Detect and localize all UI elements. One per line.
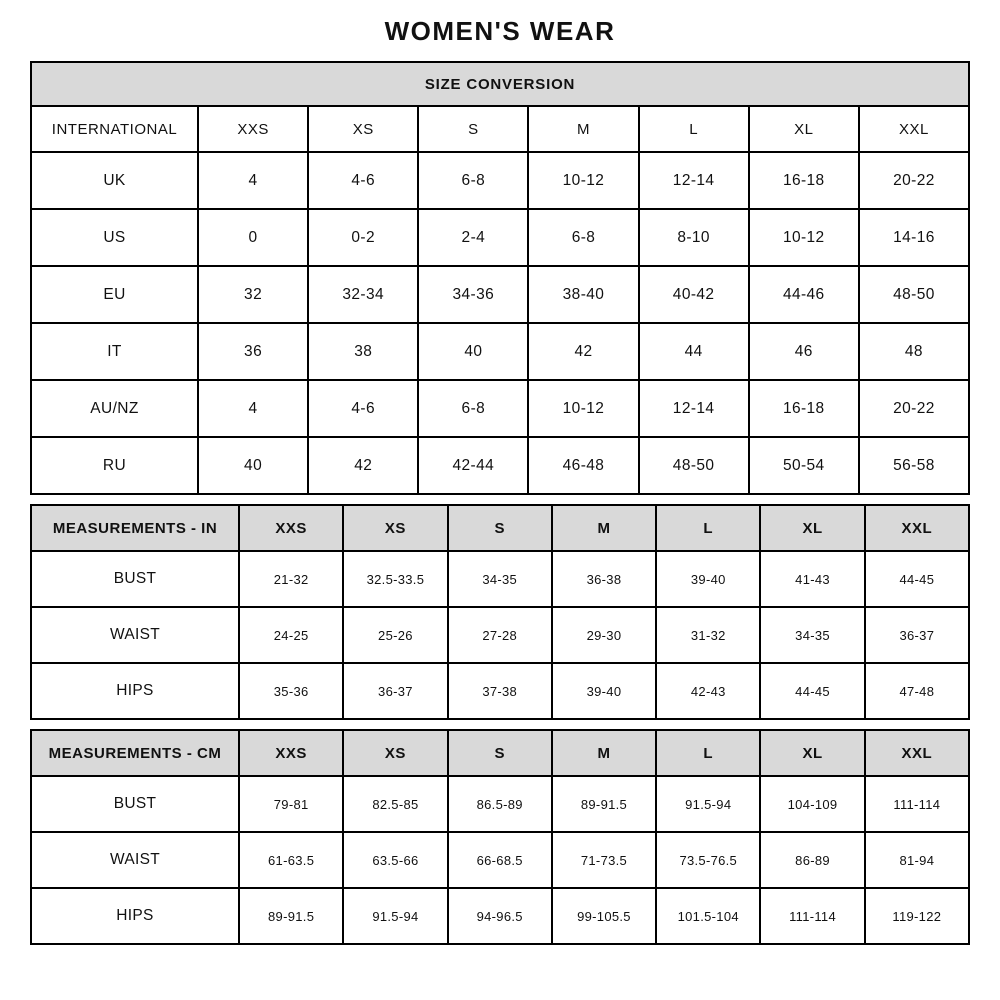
page-title: WOMEN'S WEAR [384,16,616,46]
table-cell: 4 [198,152,308,209]
table-cell: 0 [198,209,308,266]
table-cell: 42-44 [418,437,528,494]
column-header: XS [343,505,447,551]
table-cell: 61-63.5 [239,832,343,888]
table-cell: 10-12 [749,209,859,266]
row-header: IT [31,323,198,380]
table-cell: 2-4 [418,209,528,266]
table-cell: 27-28 [448,607,552,663]
table-cell: 32.5-33.5 [343,551,447,607]
table-row [31,323,969,380]
table-cell: 16-18 [749,380,859,437]
table-cell: 42 [528,323,638,380]
table-cell: 86.5-89 [448,776,552,832]
table-row [31,551,969,607]
row-header: RU [31,437,198,494]
table-cell: 34-36 [418,266,528,323]
column-header: XXL [859,106,969,152]
row-header: US [31,209,198,266]
table-cell: 111-114 [865,776,969,832]
table-cell: 31-32 [656,607,760,663]
row-header: UK [31,152,198,209]
column-header: XS [308,106,418,152]
table-cell: 20-22 [859,152,969,209]
column-header: L [656,730,760,776]
table-cell: 44-46 [749,266,859,323]
table-cell: 20-22 [859,380,969,437]
table-cell: 12-14 [639,380,749,437]
row-header: WAIST [31,607,239,663]
table-row [31,888,969,944]
table-row [31,209,969,266]
row-header: HIPS [31,663,239,719]
table-cell: 40-42 [639,266,749,323]
size-conversion-title: SIZE CONVERSION [31,62,969,106]
table-cell: 111-114 [760,888,864,944]
table-cell: 6-8 [528,209,638,266]
row-header: BUST [31,551,239,607]
column-header: XXL [865,505,969,551]
table-cell: 36-38 [552,551,656,607]
column-header-row [31,106,969,152]
row-header: AU/NZ [31,380,198,437]
table-cell: 34-35 [448,551,552,607]
table-cell: 89-91.5 [239,888,343,944]
table-cell: 91.5-94 [343,888,447,944]
column-header: L [639,106,749,152]
table-cell: 21-32 [239,551,343,607]
table-cell: 119-122 [865,888,969,944]
table-cell: 44-45 [760,663,864,719]
row-header: HIPS [31,888,239,944]
column-header: XL [749,106,859,152]
table-row [31,607,969,663]
table-cell: 82.5-85 [343,776,447,832]
measurements-in-table [30,504,970,720]
table-cell: 32-34 [308,266,418,323]
column-header-row [31,730,969,776]
table-cell: 44 [639,323,749,380]
table-cell: 71-73.5 [552,832,656,888]
corner-header: MEASUREMENTS - IN [31,505,239,551]
table-cell: 40 [418,323,528,380]
table-cell: 44-45 [865,551,969,607]
table-cell: 4 [198,380,308,437]
table-cell: 94-96.5 [448,888,552,944]
column-header: XXS [239,730,343,776]
table-cell: 36-37 [865,607,969,663]
table-cell: 12-14 [639,152,749,209]
column-header: XXS [239,505,343,551]
table-cell: 79-81 [239,776,343,832]
table-cell: 24-25 [239,607,343,663]
table-cell: 4-6 [308,152,418,209]
table-cell: 73.5-76.5 [656,832,760,888]
table-cell: 48 [859,323,969,380]
table-row [31,832,969,888]
table-cell: 36-37 [343,663,447,719]
column-header: XL [760,505,864,551]
column-header: XXL [865,730,969,776]
table-cell: 8-10 [639,209,749,266]
size-chart-page [30,0,970,945]
table-cell: 89-91.5 [552,776,656,832]
column-header: M [552,730,656,776]
table-cell: 16-18 [749,152,859,209]
table-cell: 36 [198,323,308,380]
table-cell: 91.5-94 [656,776,760,832]
table-cell: 34-35 [760,607,864,663]
corner-header: MEASUREMENTS - CM [31,730,239,776]
table-cell: 48-50 [639,437,749,494]
table-cell: 101.5-104 [656,888,760,944]
table-cell: 35-36 [239,663,343,719]
table-cell: 25-26 [343,607,447,663]
table-cell: 66-68.5 [448,832,552,888]
column-header: S [448,505,552,551]
table-cell: 42-43 [656,663,760,719]
table-cell: 10-12 [528,152,638,209]
column-header: L [656,505,760,551]
table-cell: 4-6 [308,380,418,437]
table-cell: 46-48 [528,437,638,494]
table-cell: 42 [308,437,418,494]
table-cell: 32 [198,266,308,323]
row-header: WAIST [31,832,239,888]
table-cell: 99-105.5 [552,888,656,944]
table-cell: 56-58 [859,437,969,494]
size-conversion-table [30,61,970,495]
column-header: XL [760,730,864,776]
table-cell: 14-16 [859,209,969,266]
table-cell: 38-40 [528,266,638,323]
table-cell: 104-109 [760,776,864,832]
table-cell: 41-43 [760,551,864,607]
column-header: XXS [198,106,308,152]
table-title-row [31,62,969,106]
table-row [31,663,969,719]
corner-header: INTERNATIONAL [31,106,198,152]
table-cell: 0-2 [308,209,418,266]
table-cell: 29-30 [552,607,656,663]
row-header: EU [31,266,198,323]
table-cell: 6-8 [418,380,528,437]
table-cell: 46 [749,323,859,380]
column-header: XS [343,730,447,776]
row-header: BUST [31,776,239,832]
measurements-cm-table [30,729,970,945]
column-header: S [418,106,528,152]
table-row [31,380,969,437]
table-cell: 50-54 [749,437,859,494]
table-cell: 63.5-66 [343,832,447,888]
table-cell: 37-38 [448,663,552,719]
table-row [31,776,969,832]
table-row [31,437,969,494]
table-cell: 40 [198,437,308,494]
column-header: M [552,505,656,551]
table-cell: 48-50 [859,266,969,323]
table-cell: 39-40 [552,663,656,719]
table-cell: 10-12 [528,380,638,437]
table-cell: 38 [308,323,418,380]
column-header: M [528,106,638,152]
table-cell: 6-8 [418,152,528,209]
table-row [31,152,969,209]
table-cell: 39-40 [656,551,760,607]
table-cell: 86-89 [760,832,864,888]
column-header-row [31,505,969,551]
table-cell: 47-48 [865,663,969,719]
table-cell: 81-94 [865,832,969,888]
column-header: S [448,730,552,776]
table-row [31,266,969,323]
